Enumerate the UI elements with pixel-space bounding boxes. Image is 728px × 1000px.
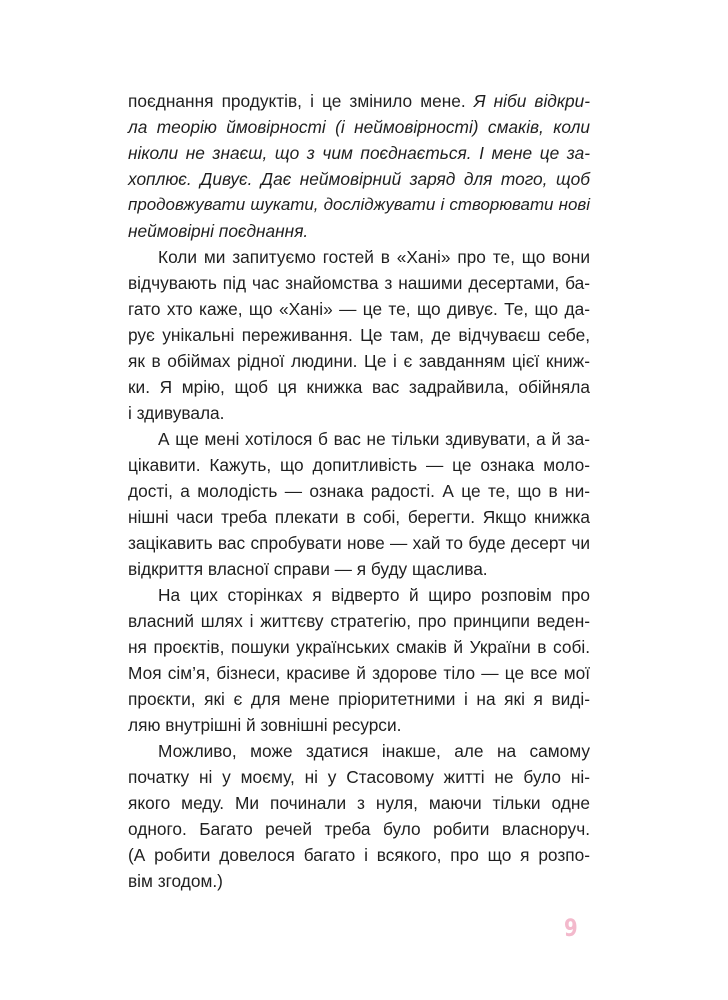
text-line (128, 140, 590, 166)
body-text (128, 88, 590, 894)
text-line (128, 556, 590, 582)
text-segment: На цих сторінках я відверто й щиро розповім про (158, 585, 590, 605)
text-segment: Можливо, може здатися інакше, але на самому (158, 741, 590, 761)
text-segment: зацікавить вас спробувати нове — хай то буде десерт чи (128, 533, 590, 553)
page-number: 9 (564, 914, 578, 942)
text-line (128, 634, 590, 660)
text-line (128, 712, 590, 738)
text-line (128, 530, 590, 556)
italic-text: ніколи не знаєш, що з чим поєднається. І мене це за- (128, 143, 590, 163)
text-line (128, 88, 590, 114)
text-segment: одного. Багато речей треба було робити власноруч. (128, 819, 590, 839)
text-line (128, 868, 590, 894)
text-line (128, 426, 590, 452)
text-line (128, 348, 590, 374)
text-line (128, 400, 590, 426)
text-segment: і здивувала. (128, 403, 225, 423)
text-line (128, 192, 590, 218)
text-segment: ня проєктів, пошуки українських смаків й України в собі. (128, 637, 590, 657)
text-line (128, 244, 590, 270)
text-line (128, 608, 590, 634)
text-segment: (А робити довелося багато і всякого, про що я розпо- (128, 845, 590, 865)
italic-text: продовжувати шукати, досліджувати і створювати нові (128, 195, 590, 214)
text-line (128, 218, 590, 244)
text-segment: дості, а молодість — ознака радості. А це те, що в ни- (128, 481, 590, 501)
text-line (128, 322, 590, 348)
text-line (128, 842, 590, 868)
text-segment: вім згодом.) (128, 871, 223, 891)
text-segment: нішні часи треба плекати в собі, берегти. Якщо книжка (128, 507, 590, 527)
text-line (128, 114, 590, 140)
text-segment: цікавити. Кажуть, що допитливість — це ознака моло- (128, 455, 590, 475)
text-segment: поєднання продуктів, і це змінило мене. (128, 91, 474, 111)
italic-text: хоплює. Дивує. Дає неймовірний заряд для того, щоб (128, 169, 590, 189)
text-line (128, 738, 590, 764)
text-segment: початку ні у моєму, ні у Стасовому житті не було ні- (128, 767, 590, 787)
text-segment: Коли ми запитуємо гостей в «Хані» про те, що вони (158, 247, 590, 267)
text-segment: відкриття власної справи — я буду щаслива. (128, 559, 488, 579)
text-line (128, 660, 590, 686)
text-segment: відчувають під час знайомства з нашими десертами, ба- (128, 273, 590, 293)
text-segment: гато хто каже, що «Хані» — це те, що дивує. Те, що да- (128, 299, 590, 319)
text-segment: А ще мені хотілося б вас не тільки здивувати, а й за- (158, 429, 590, 449)
italic-text: ла теорію ймовірності (і неймовірності) смаків, коли (128, 117, 590, 137)
text-segment: ки. Я мрію, щоб ця книжка вас задрайвила, обійняла (128, 377, 590, 397)
text-line (128, 582, 590, 608)
text-line (128, 452, 590, 478)
text-line (128, 504, 590, 530)
text-segment: якого меду. Ми починали з нуля, маючи тільки одне (128, 793, 590, 813)
text-segment: як в обіймах рідної людини. Це і є завданням цієї книж- (128, 351, 590, 371)
text-line (128, 270, 590, 296)
text-line (128, 686, 590, 712)
text-line (128, 166, 590, 192)
text-segment: ляю внутрішні й зовнішні ресурси. (128, 715, 402, 735)
italic-text: Я ніби відкри- (473, 91, 590, 111)
text-segment: проєкти, які є для мене пріоритетними і на які я виді- (128, 689, 590, 709)
text-segment: Моя сім’я, бізнеси, красиве й здорове тіло — це все мої (128, 663, 590, 683)
text-line (128, 374, 590, 400)
text-segment: рує унікальні переживання. Це там, де відчуваєш себе, (128, 325, 590, 345)
text-line (128, 816, 590, 842)
text-line (128, 790, 590, 816)
text-line (128, 296, 590, 322)
text-line (128, 764, 590, 790)
italic-text: неймовірні поєднання. (128, 221, 309, 241)
text-line (128, 478, 590, 504)
text-segment: власний шлях і життєву стратегію, про принципи веден- (128, 611, 590, 631)
